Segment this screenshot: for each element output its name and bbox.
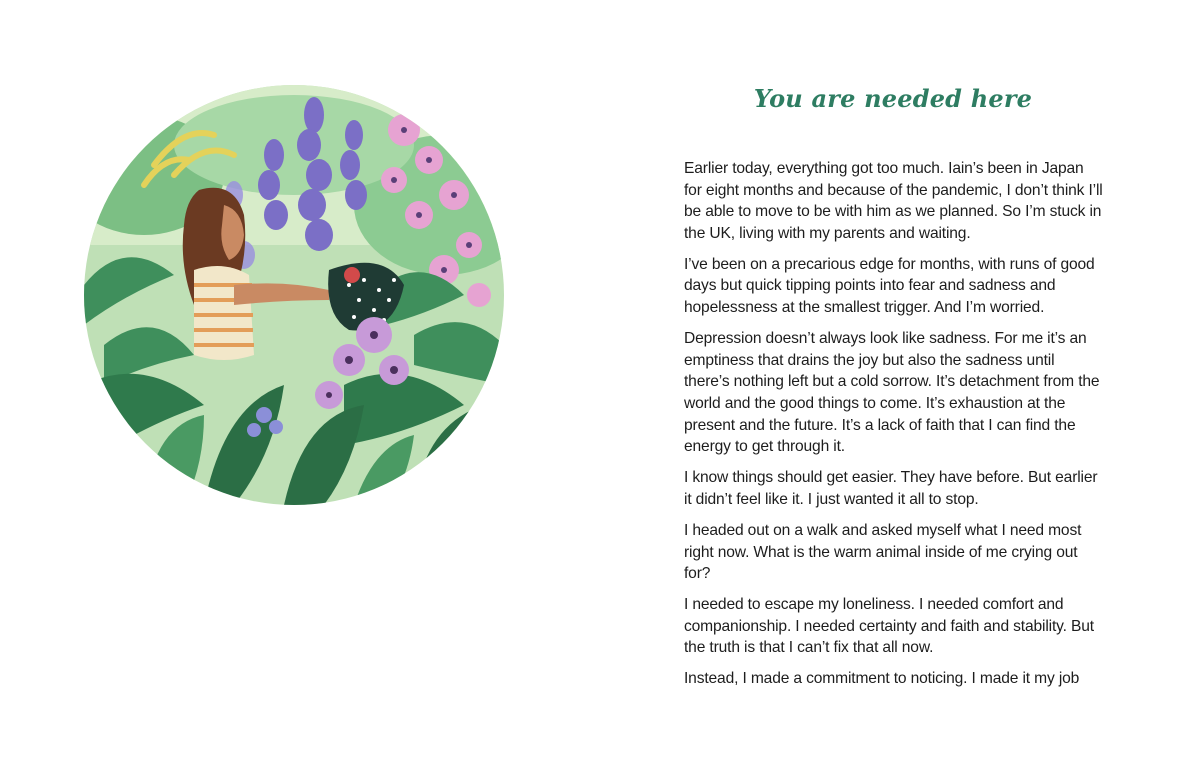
paragraph: Earlier today, everything got too much. Iain’s been in Japan for eight months and because of the pandemic, I don’t think I’ll be able to move to be with him as we planned. So I’m stuck in the UK, living with my parents and waiting. (684, 160, 1103, 242)
garden-woman-watering-icon (84, 85, 504, 505)
paragraph: I needed to escape my loneliness. I needed comfort and companionship. I needed certainty and faith and stability. But the truth is that I can’t fix that all now. (684, 596, 1094, 657)
right-page (593, 0, 1187, 774)
garden-illustration (84, 85, 504, 505)
paragraph: I know things should get easier. They have before. But earlier it didn’t feel like it. I just wanted it all to stop. (684, 469, 1098, 508)
paragraph: Instead, I made a commitment to noticing. I made it my job (684, 670, 1080, 688)
paragraph: I’ve been on a precarious edge for months, with runs of good days but quick tipping points into fear and sadness and hopelessness at the smallest trigger. And I’m worried. (684, 255, 1095, 317)
paragraph: Depression doesn’t always look like sadness. For me it’s an emptiness that drains the joy but also the sadness until there’s nothing left but a cold sorrow. It’s detachment from the world and the good things to come. It’s exhaustion at the present and the future. It’s a lack of faith that I can find the energy to get through it. (684, 330, 1100, 456)
chapter-title: You are needed here (753, 84, 1033, 113)
body-text (684, 158, 1104, 700)
paragraph: I headed out on a walk and asked myself what I need most right now. What is the warm animal inside of me crying out for? (684, 521, 1082, 583)
left-page (0, 0, 593, 774)
